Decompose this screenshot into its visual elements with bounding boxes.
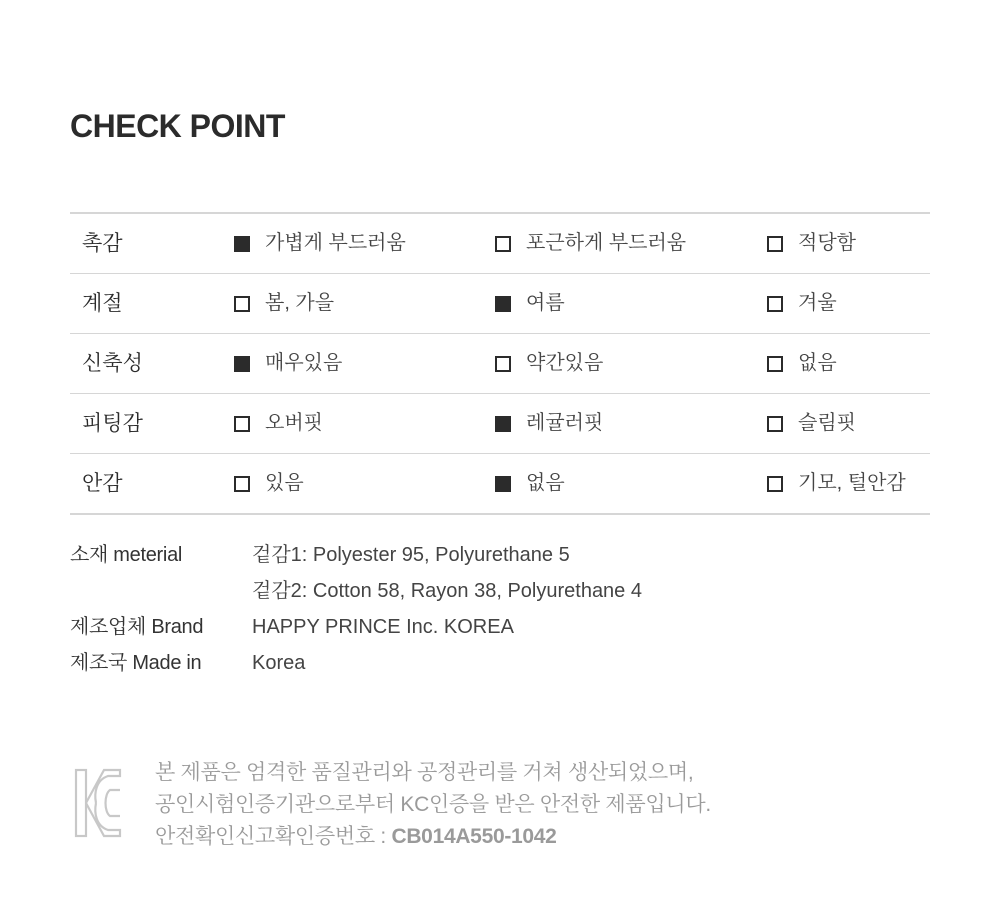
option-label: 매우있음 bbox=[265, 352, 343, 374]
table-row bbox=[70, 394, 930, 454]
info-row-material bbox=[70, 537, 930, 573]
cert-number: CB014A550-1042 bbox=[391, 825, 557, 848]
brand-label: 제조업체 Brand bbox=[70, 616, 204, 638]
option-label: 포근하게 부드러움 bbox=[526, 232, 687, 254]
option-label: 없음 bbox=[526, 472, 565, 494]
unchecked-box-icon bbox=[767, 356, 783, 372]
option-label: 가볍게 부드러움 bbox=[265, 232, 406, 254]
option bbox=[767, 334, 837, 393]
unchecked-box-icon bbox=[767, 416, 783, 432]
table-row bbox=[70, 214, 930, 274]
unchecked-box-icon bbox=[767, 236, 783, 252]
unchecked-box-icon bbox=[234, 416, 250, 432]
kc-mark-icon bbox=[74, 768, 122, 838]
checked-box-icon bbox=[234, 356, 250, 372]
unchecked-box-icon bbox=[495, 356, 511, 372]
table-row bbox=[70, 454, 930, 515]
option-label: 없음 bbox=[798, 352, 837, 374]
option bbox=[234, 214, 406, 273]
row-label: 안감 bbox=[82, 472, 123, 495]
origin-label: 제조국 Made in bbox=[70, 652, 202, 674]
row-label: 신축성 bbox=[82, 352, 143, 375]
option bbox=[767, 454, 906, 513]
check-point-table bbox=[70, 212, 930, 515]
option-label: 여름 bbox=[526, 292, 565, 314]
checked-box-icon bbox=[495, 296, 511, 312]
option-label: 기모, 털안감 bbox=[798, 472, 906, 494]
table-row bbox=[70, 334, 930, 394]
notice-line-2: 공인시험인증기관으로부터 KC인증을 받은 안전한 제품입니다. bbox=[155, 793, 711, 816]
brand-value: HAPPY PRINCE Inc. KOREA bbox=[252, 616, 514, 638]
page-title: CHECK POINT bbox=[70, 108, 285, 144]
cert-number-label: 안전확인신고확인증번호 : bbox=[155, 825, 392, 848]
option-label: 적당함 bbox=[798, 232, 856, 254]
material-value-2: 겉감2: Cotton 58, Rayon 38, Polyurethane 4 bbox=[252, 580, 642, 602]
info-row-origin bbox=[70, 645, 930, 681]
option bbox=[495, 274, 565, 333]
row-label: 피팅감 bbox=[82, 412, 143, 435]
certification-notice bbox=[155, 757, 711, 853]
unchecked-box-icon bbox=[495, 236, 511, 252]
product-info bbox=[70, 537, 930, 681]
option-label: 겨울 bbox=[798, 292, 837, 314]
checked-box-icon bbox=[495, 476, 511, 492]
option-label: 레귤러핏 bbox=[526, 412, 604, 434]
option bbox=[234, 274, 334, 333]
info-row-material-2 bbox=[70, 573, 930, 609]
option bbox=[495, 394, 603, 453]
option-label: 봄, 가을 bbox=[265, 292, 335, 314]
option bbox=[495, 334, 603, 393]
info-row-brand bbox=[70, 609, 930, 645]
option bbox=[767, 394, 856, 453]
option-label: 있음 bbox=[265, 472, 304, 494]
option bbox=[767, 214, 856, 273]
checked-box-icon bbox=[234, 236, 250, 252]
option-label: 슬림핏 bbox=[798, 412, 856, 434]
notice-line-1: 본 제품은 엄격한 품질관리와 공정관리를 거쳐 생산되었으며, bbox=[155, 761, 694, 784]
option-label: 약간있음 bbox=[526, 352, 604, 374]
option bbox=[234, 454, 304, 513]
row-label: 계절 bbox=[82, 292, 123, 315]
unchecked-box-icon bbox=[767, 476, 783, 492]
option bbox=[495, 214, 686, 273]
notice-line-3 bbox=[155, 821, 711, 853]
option bbox=[767, 274, 837, 333]
option bbox=[234, 334, 342, 393]
unchecked-box-icon bbox=[234, 296, 250, 312]
material-label: 소재 meterial bbox=[70, 544, 183, 566]
checked-box-icon bbox=[495, 416, 511, 432]
row-label: 촉감 bbox=[82, 232, 123, 255]
option bbox=[234, 394, 323, 453]
table-row bbox=[70, 274, 930, 334]
material-value-1: 겉감1: Polyester 95, Polyurethane 5 bbox=[252, 544, 570, 566]
unchecked-box-icon bbox=[234, 476, 250, 492]
option-label: 오버핏 bbox=[265, 412, 323, 434]
option bbox=[495, 454, 565, 513]
unchecked-box-icon bbox=[767, 296, 783, 312]
origin-value: Korea bbox=[252, 652, 306, 674]
